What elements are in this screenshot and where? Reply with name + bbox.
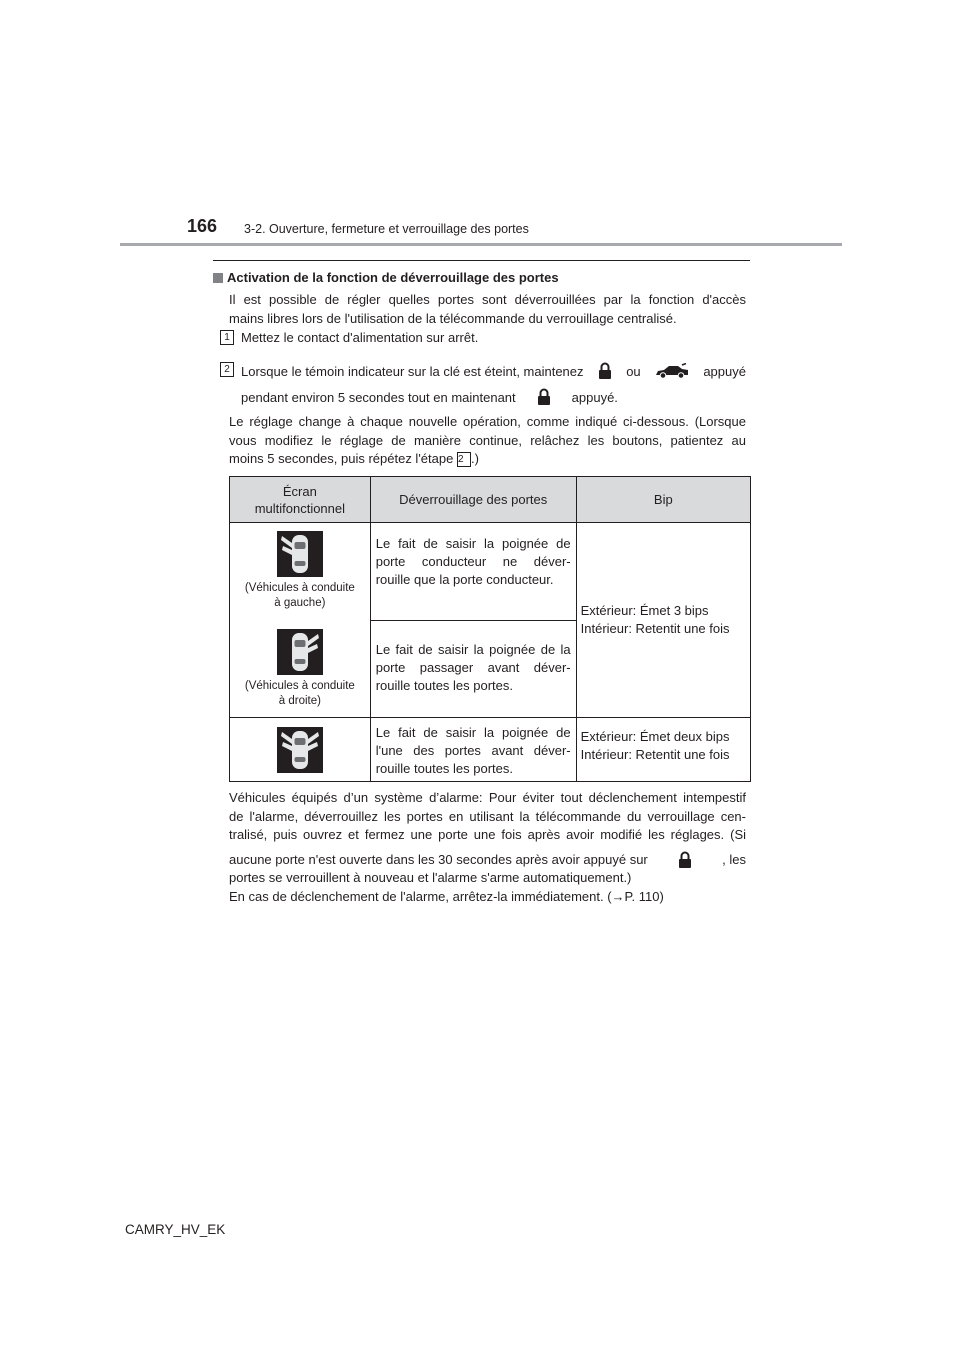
table-row [230,523,751,621]
text-line: portes se verrouillent à nouveau et l'alarme s'arme automatiquement.) [229,870,632,885]
step-1-label: 1 [220,330,234,345]
lock-button-icon [678,851,692,869]
settings-table [229,476,751,782]
text-line: Véhicules équipés d’un système d’alarme: Pour éviter tout déclenchement intempestif [229,790,746,805]
unlock-description: Le fait de saisir la poignée de l'une des portes avant déver- rouille toutes les portes. [370,718,576,782]
table-row [230,718,751,782]
car-passenger-door-open-icon [277,629,323,675]
text-line: En cas de déclenchement de l'alarme, arrêtez-la immédiatement. (→P. 110) [229,888,664,904]
header-beep: Bip [576,477,750,523]
page-number: 166 [187,216,218,236]
step-2-line-1: Lorsque le témoin indicateur sur la clé est éteint, maintenez ou appuyé [241,363,746,379]
header-rule [120,243,842,246]
text-line: vous modifiez le réglage de manière continue, relâchez les boutons, patientez au [229,432,746,448]
screen-cell [230,718,371,782]
text-line: de l'alarme, déverrouillez les portes en utilisant la télécommande du verrouillage cen- [229,808,746,824]
table-header-row [230,477,751,523]
screen-cell: (Véhicules à conduite à gauche) (Véhicules à conduite à droite) [230,523,371,718]
trunk-button-icon [655,363,689,379]
text-line: mains libres lors de l'utilisation de la télécommande du verrouillage centralisé. [229,310,677,326]
text-line: tralisé, puis ouvrez et fermez une porte une fois après avoir modifié les réglages. (Si [229,827,746,842]
text-line: moins 5 secondes, puis répétez l'étape 2 .) [229,451,479,466]
step-2-line-2: pendant environ 5 secondes tout en maintenant appuyé. [241,389,618,405]
step-2-label: 2 [220,362,234,377]
section-heading: Activation de la fonction de déverrouillage des portes [213,270,559,285]
car-front-doors-open-icon [277,727,323,773]
car-driver-door-open-icon [277,531,323,577]
section-title: 3-2. Ouverture, fermeture et verrouillage des portes [244,222,529,236]
step-1-text: Mettez le contact d'alimentation sur arrêt. [241,330,479,345]
text-line: Il est possible de régler quelles portes sont déverrouillées par la fonction d'accès [229,292,746,307]
beep-description: Extérieur: Émet 3 bips Intérieur: Retentit une fois [576,523,750,718]
step-2-reference: 2 [457,452,471,467]
lock-button-icon [537,388,551,406]
square-bullet-icon [213,273,223,283]
document-code: CAMRY_HV_EK [125,1222,226,1237]
text-line: aucune porte n'est ouverte dans les 30 secondes après avoir appuyé sur , les [229,851,746,870]
text-line: Le réglage change à chaque nouvelle opération, comme indiqué ci-dessous. (Lorsque [229,414,746,429]
lock-button-icon [598,362,612,380]
content-rule [213,260,750,261]
intro-paragraph [229,291,746,328]
header-screen: Écran multifonctionnel [230,477,371,523]
settings-paragraph [229,413,746,469]
beep-description: Extérieur: Émet deux bips Intérieur: Retentit une fois [576,718,750,782]
unlock-description: Le fait de saisir la poignée de la porte passager avant déver- rouille toutes les portes. [370,620,576,718]
unlock-description: Le fait de saisir la poignée de porte conducteur ne déver- rouille que la porte conducteur. [370,523,576,621]
header-door-unlock: Déverrouillage des portes [370,477,576,523]
alarm-paragraph [229,789,746,906]
